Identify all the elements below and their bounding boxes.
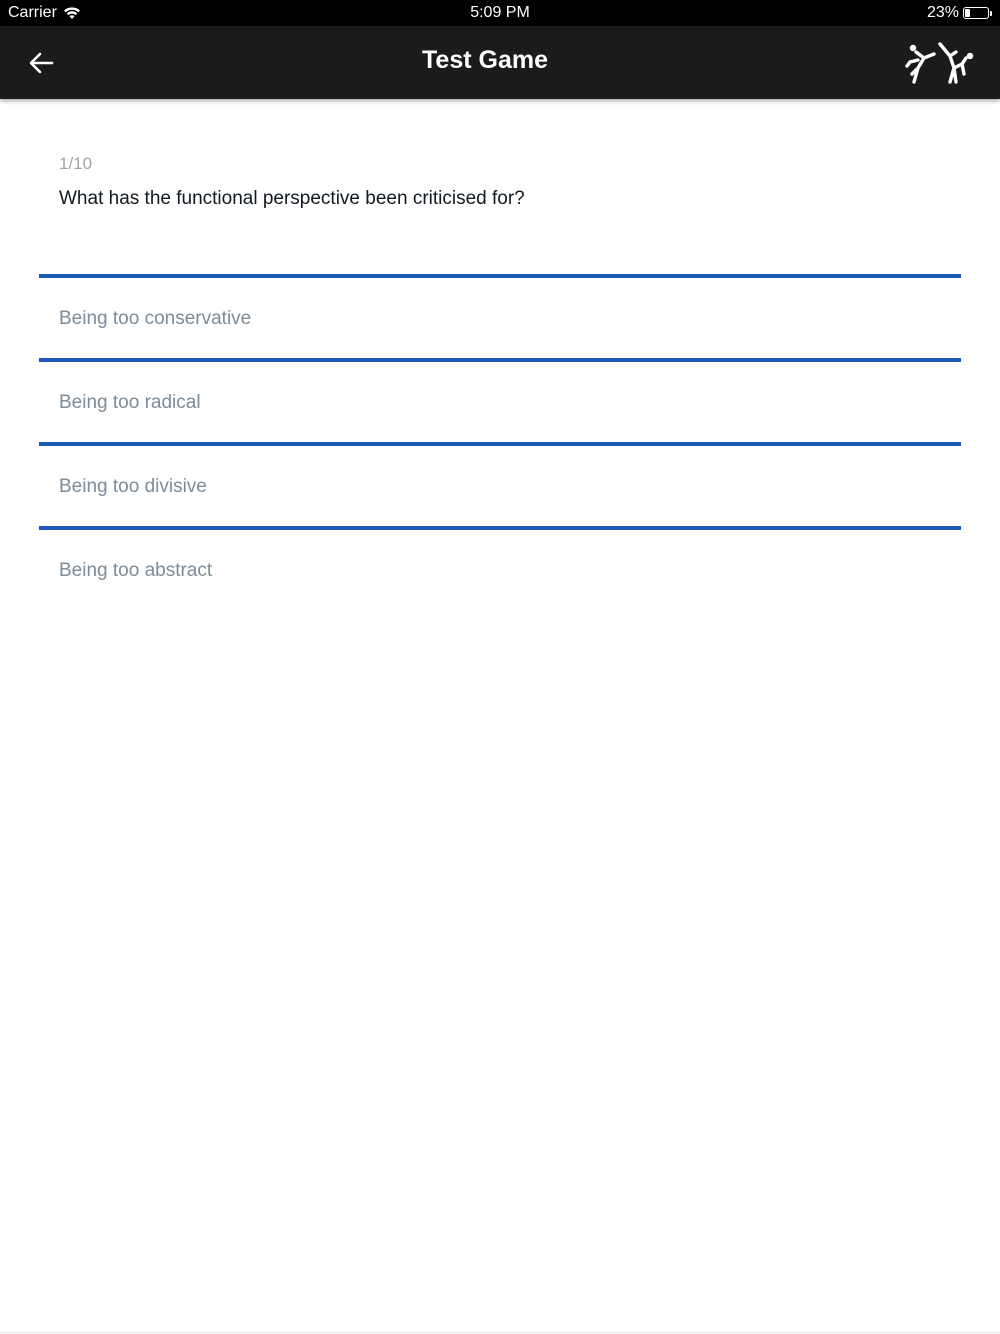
answer-label: Being too radical [59,392,201,413]
karate-fighters-icon [904,38,976,86]
challenge-button[interactable] [904,38,976,86]
battery-icon [963,7,989,19]
question-text: What has the functional perspective been criticised for? [59,188,525,209]
battery-tip [990,11,992,16]
answer-list [39,274,961,614]
page-title: Test Game [422,46,548,74]
battery-indicator [927,4,992,22]
navigation-bar [0,26,1000,99]
status-bar [0,0,1000,26]
bottom-divider [0,1332,1000,1333]
battery-fill [965,9,970,17]
answer-label: Being too divisive [59,476,207,497]
answer-option-4[interactable] [39,526,961,614]
answer-option-1[interactable] [39,274,961,358]
answer-option-2[interactable] [39,358,961,442]
answer-label: Being too abstract [59,560,213,581]
status-time: 5:09 PM [470,4,530,21]
answer-option-3[interactable] [39,442,961,526]
answer-label: Being too conservative [59,308,252,329]
carrier-label: Carrier [8,4,57,21]
battery-percent: 23% [926,4,959,21]
question-progress: 1/10 [59,154,93,173]
